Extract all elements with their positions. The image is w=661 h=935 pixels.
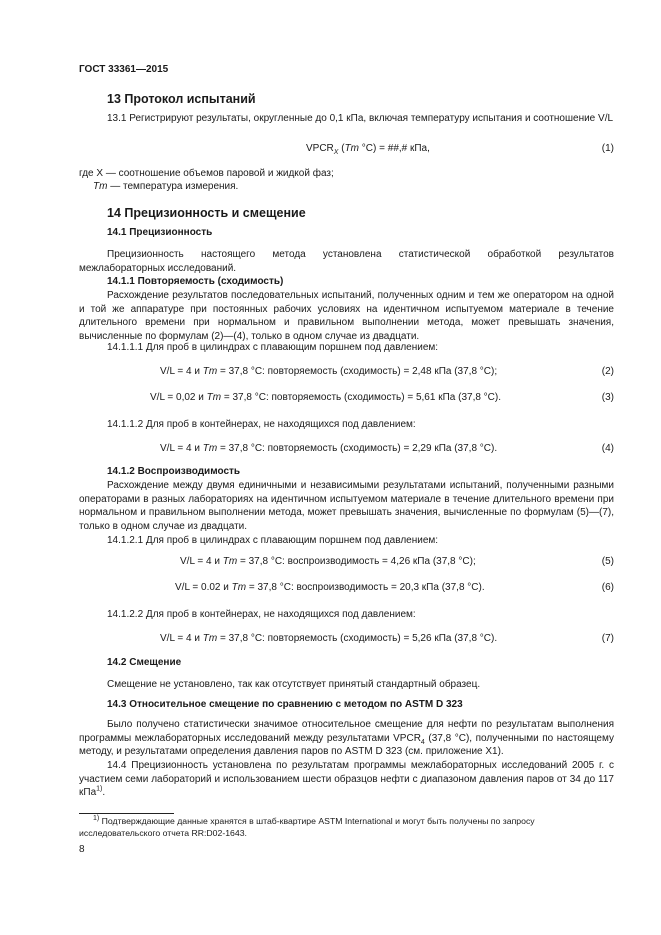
paragraph-14-2: Смещение не установлено, так как отсутствует принятый стандартный образец. [107,679,481,690]
formula-2-number: (2) [601,366,614,377]
subsection-14-1-2-heading: 14.1.2 Воспроизводимость [107,466,241,477]
formula-7-number: (7) [601,633,614,644]
formula-2: V/L = 4 и Tm = 37,8 °С: повторяемость (сходимость) = 2,48 кПа (37,8 °С); [160,366,498,377]
standard-header: ГОСТ 33361—2015 [79,64,169,75]
subsection-14-2-heading: 14.2 Смещение [107,657,182,668]
where-tm: Tm — температура измерения. [93,181,239,192]
where-x: где X — соотношение объемов паровой и жидкой фаз; [79,168,334,179]
footnote: $^{1)}$ Подтверждающие данные хранятся в штаб-квартире ASTM International и могут быть получены по запросу исследовательского отчета RR:D02-1643. [79,815,535,838]
paragraph-14-1-1-2: 14.1.1.2 Для проб в контейнерах, не находящихся под давлением: [107,419,416,430]
paragraph-14-1-2: Расхождение между двумя единичными и независимыми результатами испытаний, полученными разными операторами в разных лабораториях на идентичном испытуемом материале в течение длительного времени при нормальном и правильном выполнении метода, может превышать значения, вычисленные по формулам (5)—(7), только в одном случае из двадцати. [79,480,614,532]
formula-3: V/L = 0,02 и Tm = 37,8 °С: повторяемость (сходимость) = 5,61 кПа (37,8 °С). [150,392,502,403]
formula-7: V/L = 4 и Tm = 37,8 °С: повторяемость (сходимость) = 5,26 кПа (37,8 °С). [160,633,498,644]
paragraph-14-4: 14.4 Прецизионность установлена по результатам программы межлабораторных исследований 2005 г. с участием семи лабораторий и использованием шести образцов нефти с диапазоном давления паров от 34 до 117 кПа$^{1)}$. [79,760,614,799]
subsection-14-1-1-heading: 14.1.1 Повторяемость (сходимость) [107,276,284,287]
section-13-heading: 13 Протокол испытаний [107,92,256,106]
section-14-heading: 14 Прецизионность и смещение [107,206,306,220]
paragraph-14-1-1: Расхождение результатов последовательных испытаний, полученных одним и тем же оператором на одной и той же аппаратуре при постоянных рабочих условиях на идентичном испытуемом материале в течение длительного времени при нормальном и правильном выполнении метода, может превышать значения, вычисленные по формулам (2)—(4), только в одном случае из двадцати. [79,290,614,342]
paragraph-14-1-1-1: 14.1.1.1 Для проб в цилиндрах с плавающим поршнем под давлением: [107,342,439,353]
page-number: 8 [79,844,85,855]
formula-6: V/L = 0.02 и Tm = 37,8 °С: воспроизводимость = 20,3 кПа (37,8 °С). [175,582,485,593]
paragraph-14-1-2-2: 14.1.2.2 Для проб в контейнерах, не находящихся под давлением: [107,609,416,620]
paragraph-13-1: 13.1 Регистрируют результаты, округленные до 0,1 кПа, включая температуру испытания и соотношение V/L [107,113,614,124]
paragraph-14-3: Было получено статистически значимое относительное смещение для нефти по результатам выполнения программы межлабораторных исследований между результатами $VPCR_4$ (37,8 °С), полученными по настоящему методу, и результатами определения давления паров по ASTM D 323 (см. приложение X1). [79,719,614,758]
formula-3-number: (3) [601,392,614,403]
formula-4-number: (4) [601,443,614,454]
footnote-rule [79,813,174,814]
formula-1: $VPCR_X$ (Tm °C) = ##,# кПа, [306,143,430,156]
subsection-14-1-heading: 14.1 Прецизионность [107,227,213,238]
subsection-14-3-heading: 14.3 Относительное смещение по сравнению с методом по ASTM D 323 [107,699,463,710]
formula-6-number: (6) [601,582,614,593]
paragraph-14-1-2-1: 14.1.2.1 Для проб в цилиндрах с плавающим поршнем под давлением: [107,535,439,546]
formula-5-number: (5) [601,556,614,567]
formula-4: V/L = 4 и Tm = 37,8 °С: повторяемость (сходимость) = 2,29 кПа (37,8 °С). [160,443,498,454]
formula-1-number: (1) [601,143,614,154]
formula-5: V/L = 4 и Tm = 37,8 °С: воспроизводимость = 4,26 кПа (37,8 °С); [180,556,476,567]
paragraph-14-1: Прецизионность настоящего метода установлена статистической обработкой результатов межлабораторных исследований. [79,249,614,274]
